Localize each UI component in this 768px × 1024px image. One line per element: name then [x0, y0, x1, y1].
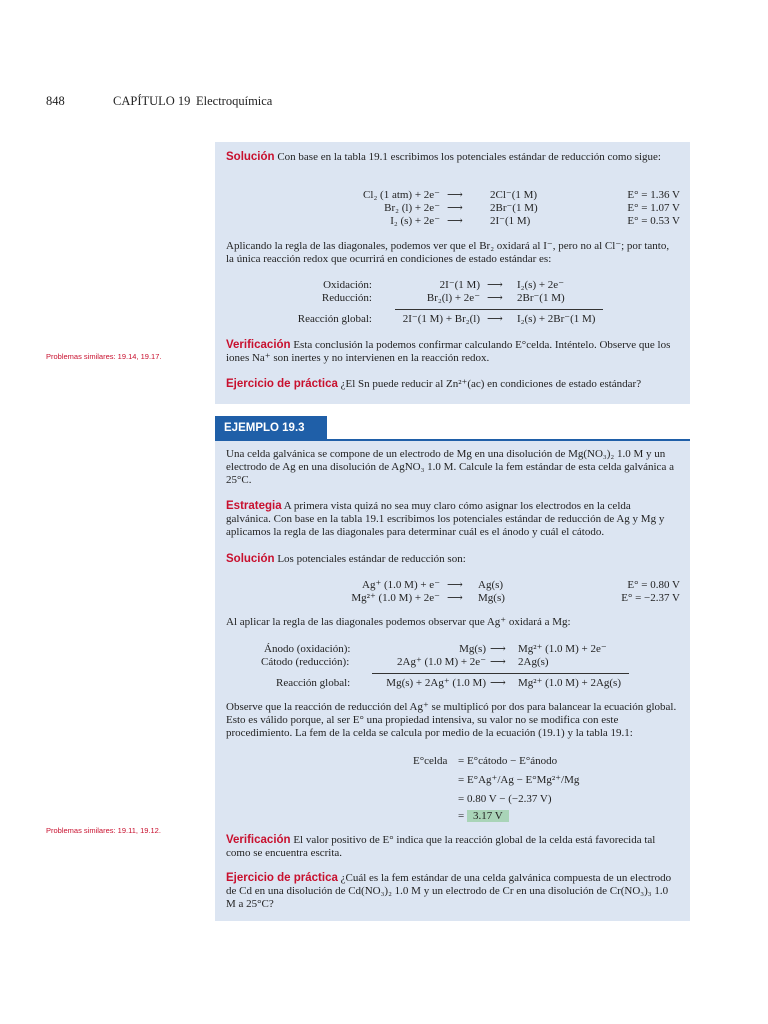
- strategy-paragraph: [226, 500, 678, 539]
- half-reaction-left: Br₂ (l) + 2e⁻: [384, 202, 440, 214]
- arrow-icon: ⟶: [490, 656, 506, 668]
- redox-right: Mg²⁺ (1.0 M) + 2Ag(s): [518, 677, 621, 689]
- practice-text: ¿Cuál es la fem estándar de una celda galvánica compuesta de un electrodo de Cd en una disolución de Cd(NO₃)₂ 1.0 M y un electrodo de Cr en una disolución de Cr(NO₃)₃ 1.0 M a 25°C?: [226, 872, 672, 910]
- arrow-icon: ⟶: [447, 579, 463, 591]
- calc-line: = E°cátodo − E°ánodo: [458, 755, 558, 767]
- strategy-text: A primera vista quizá no sea muy claro cómo asignar los electrodos en la celda galvánica. Con base en la tabla 19.1 escribimos los potenciales estándar de reducción de Ag y Mg y aplicamos la regla de las diagonales para determinar cuál es el ánodo y cuál el cátodo.: [226, 500, 665, 538]
- solution-paragraph: [226, 553, 678, 566]
- half-reaction-right: 2Cl⁻(1 M): [490, 189, 538, 201]
- redox-right: Mg²⁺ (1.0 M) + 2e⁻: [518, 643, 607, 655]
- arrow-icon: ⟶: [447, 592, 463, 604]
- diagonal-rule-text: Aplicando la regla de las diagonales, podemos ver que el Br₂ oxidará al I⁻, pero no al Cl⁻; por tanto, la única reacción redox que ocurrirá en condiciones de estado estándar es:: [226, 240, 670, 265]
- solution-text: Con base en la tabla 19.1 escribimos los potenciales estándar de reducción como sigue:: [277, 151, 661, 163]
- redox-right: 2Ag(s): [518, 656, 549, 668]
- solution-label: Solución: [226, 151, 275, 163]
- arrow-icon: ⟶: [487, 279, 503, 291]
- similar-problems-note: Problemas similares: 19.11, 19.12.: [46, 826, 161, 835]
- redox-left: 2I⁻(1 M) + Br₂(l): [402, 313, 480, 325]
- calc-line: = 3.17 V: [458, 810, 509, 823]
- sum-divider: [372, 673, 629, 674]
- redox-left: Mg(s): [459, 643, 486, 655]
- half-reaction-potential: E° = 0.80 V: [627, 579, 680, 591]
- calc-line: = 0.80 V − (−2.37 V): [458, 793, 552, 805]
- half-reaction-potential: E° = 0.53 V: [627, 215, 680, 227]
- arrow-icon: ⟶: [447, 202, 463, 214]
- half-reaction-potential: E° = −2.37 V: [621, 592, 680, 604]
- arrow-icon: ⟶: [490, 643, 506, 655]
- redox-label: Reacción global:: [297, 313, 372, 325]
- arrow-icon: ⟶: [447, 189, 463, 201]
- diagonal-rule-text: Al aplicar la regla de las diagonales podemos observar que Ag⁺ oxidará a Mg:: [226, 616, 571, 628]
- verification-label: Verificación: [226, 834, 291, 846]
- similar-problems-note: Problemas similares: 19.14, 19.17.: [46, 352, 162, 361]
- solution-paragraph: [226, 151, 678, 164]
- verification-label: Verificación: [226, 339, 291, 351]
- arrow-icon: ⟶: [487, 313, 503, 325]
- redox-left: 2I⁻(1 M): [439, 279, 480, 291]
- verification-paragraph: [226, 834, 678, 860]
- half-reaction-right: Ag(s): [478, 579, 504, 591]
- calc-lhs: E°celda: [413, 755, 448, 767]
- half-reaction-right: 2I⁻(1 M): [490, 215, 531, 227]
- practice-paragraph: [226, 378, 678, 391]
- chapter-label: CAPÍTULO 19: [113, 94, 191, 108]
- half-reaction-right: 2Br⁻(1 M): [490, 202, 538, 214]
- strategy-label: Estrategia: [226, 500, 282, 512]
- half-reaction-potential: E° = 1.36 V: [627, 189, 680, 201]
- redox-label: Oxidación:: [323, 279, 372, 291]
- example-tab: EJEMPLO 19.3: [215, 416, 327, 441]
- solution-text: Los potenciales estándar de reducción son:: [277, 553, 466, 565]
- practice-label: Ejercicio de práctica: [226, 872, 338, 884]
- arrow-icon: ⟶: [447, 215, 463, 227]
- redox-label: Reacción global:: [276, 677, 351, 689]
- chapter-title: Electroquímica: [196, 94, 273, 108]
- answer-highlight: 3.17 V: [467, 810, 509, 822]
- half-reaction-left: Ag⁺ (1.0 M) + e⁻: [362, 579, 440, 591]
- redox-label: Reducción:: [321, 292, 372, 304]
- practice-paragraph: [226, 872, 678, 911]
- redox-right: 2Br⁻(1 M): [517, 292, 565, 304]
- redox-left: 2Ag⁺ (1.0 M) + 2e⁻: [397, 656, 486, 668]
- redox-right: I₂(s) + 2Br⁻(1 M): [517, 313, 596, 325]
- half-reaction-right: Mg(s): [478, 592, 505, 604]
- verification-paragraph: [226, 339, 678, 365]
- half-reaction-potential: E° = 1.07 V: [627, 202, 680, 214]
- explanation-text: Observe que la reacción de reducción del Ag⁺ se multiplicó por dos para balancear la ecuación global. Esto es válido porque, al ser E° una propiedad intensiva, su valor no se modifica con este procedimiento. La fem de la celda se calcula por medio de la ecuación (19.1) y la tabla 19.1:: [226, 701, 677, 739]
- solution-label: Solución: [226, 553, 275, 565]
- redox-left: Mg(s) + 2Ag⁺ (1.0 M): [386, 677, 486, 689]
- practice-text: ¿El Sn puede reducir al Zn²⁺(ac) en condiciones de estado estándar?: [340, 378, 642, 390]
- verification-text: Esta conclusión la podemos confirmar calculando E°celda. Inténtelo. Observe que los iones Na⁺ son inertes y no intervienen en la reacción redox.: [226, 339, 671, 364]
- arrow-icon: ⟶: [490, 677, 506, 689]
- redox-label: Cátodo (reducción):: [261, 656, 350, 668]
- half-reaction-left: Cl₂ (1 atm) + 2e⁻: [363, 189, 440, 201]
- redox-left: Br₂(l) + 2e⁻: [426, 292, 480, 304]
- redox-right: I₂(s) + 2e⁻: [517, 279, 564, 291]
- redox-label: Ánodo (oxidación):: [264, 643, 351, 655]
- practice-label: Ejercicio de práctica: [226, 378, 338, 390]
- verification-text: El valor positivo de E° indica que la reacción global de la celda está favorecida tal como se encuentra escrita.: [226, 834, 656, 859]
- arrow-icon: ⟶: [487, 292, 503, 304]
- sum-divider: [395, 309, 603, 310]
- half-reaction-left: Mg²⁺ (1.0 M) + 2e⁻: [351, 592, 440, 604]
- calc-line: = E°Ag⁺/Ag − E°Mg²⁺/Mg: [458, 774, 580, 786]
- page-number: 848: [46, 94, 65, 108]
- half-reaction-left: I₂ (s) + 2e⁻: [390, 215, 440, 227]
- example-problem: Una celda galvánica se compone de un electrodo de Mg en una disolución de Mg(NO₃)₂ 1.0 M y un electrodo de Ag en una disolución de AgNO₃ 1.0 M. Calcule la fem estándar de esta celda galvánica a 25°C.: [226, 448, 674, 486]
